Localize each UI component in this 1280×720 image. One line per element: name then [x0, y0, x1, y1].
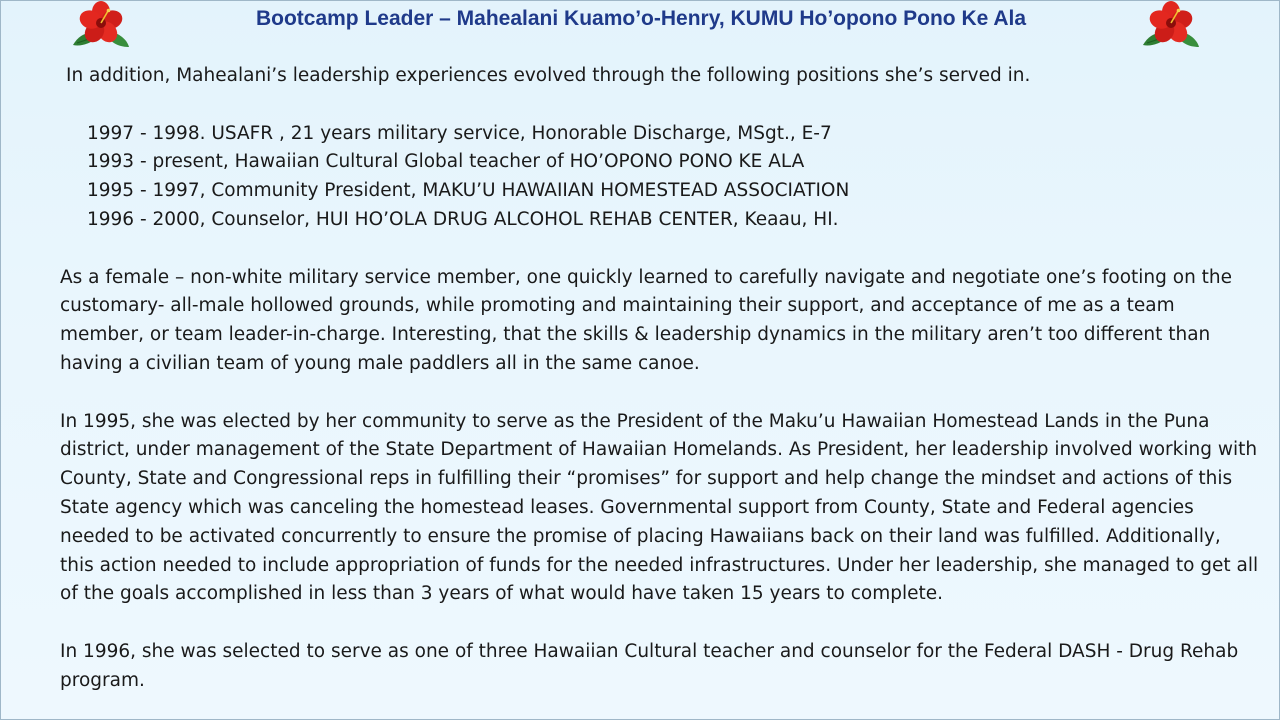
paragraph-1996-text: In 1996, she was selected to serve as one of three Hawaiian Cultural teacher and counselor for the Federal DASH - Drug Rehab program.	[60, 640, 1239, 691]
paragraph-military-text: As a female – non-white military service member, one quickly learned to carefully navigate and negotiate one’s footing on the customary- all-male hollowed grounds, while promoting and maintaining their support, and acceptance of me as a team member, or team leader-in-charge. Interesting, that the skills & leadership dynamics in the military aren’t too different than having a civilian team of young male paddlers all in the same canoe.	[60, 266, 1233, 374]
paragraph-military	[60, 264, 1260, 379]
paragraph-1996	[60, 638, 1260, 696]
position-item: 1996 - 2000, Counselor, HUI HO’OLA DRUG ALCOHOL REHAB CENTER, Keaau, HI.	[87, 208, 839, 230]
position-item: 1993 - present, Hawaiian Cultural Global teacher of HO’OPONO PONO KE ALA	[87, 151, 805, 173]
position-item: 1997 - 1998. USAFR , 21 years military service, Honorable Discharge, MSgt., E-7	[87, 122, 832, 144]
paragraph-1995-text: In 1995, she was elected by her community to serve as the President of the Maku’u Hawaiian Homestead Lands in the Puna district, under management of the State Department of Hawaiian Homelands. As President, her leadership involved working with County, State and Congressional reps in fulfilling their “promises” for support and help change the mindset and actions of this State agency which was canceling the homestead leases. Governmental support from County, State and Federal agencies needed to be activated concurrently to ensure the promise of placing Hawaiians back on their land was fulfilled. Additionally, this action needed to include appropriation of funds for the needed infrastructures. Under her leadership, she managed to get all of the goals accomplished in less than 3 years of what would have taken 15 years to complete.	[60, 410, 1259, 605]
positions-list	[60, 120, 1260, 235]
paragraph-1995	[60, 408, 1260, 610]
slide-title: Bootcamp Leader – Mahealani Kuamo’o-Henry, KUMU Ho’opono Pono Ke Ala	[255, 7, 1027, 30]
slide-body	[60, 62, 1260, 696]
intro-text: In addition, Mahealani’s leadership experiences evolved through the following positions she’s served in.	[66, 65, 1031, 86]
position-item: 1995 - 1997, Community President, MAKU’U HAWAIIAN HOMESTEAD ASSOCIATION	[87, 180, 850, 202]
